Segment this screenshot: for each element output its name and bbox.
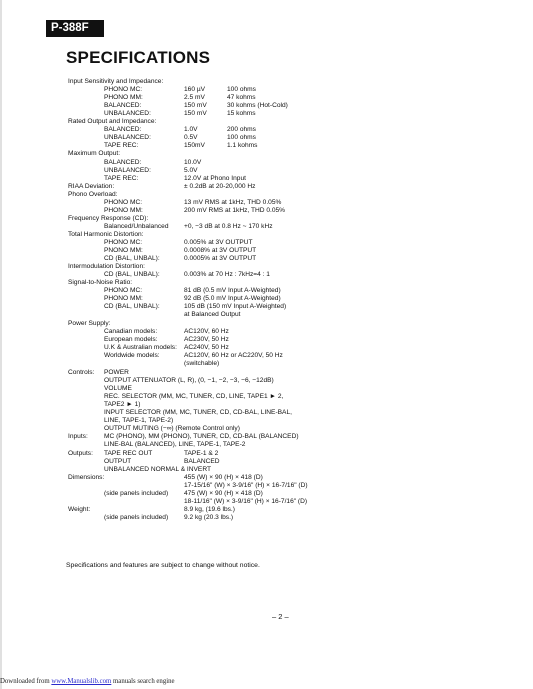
spec-c1: Input Sensitivity and Impedance: (68, 78, 164, 85)
spec-c2: AC230V, 50 Hz (184, 335, 229, 343)
spec-c1: PHONO MM: (104, 295, 143, 303)
lower-text: POWER (104, 369, 129, 376)
spec-c1: BALANCED: (104, 102, 142, 110)
spec-c1: PNONO MM: (104, 247, 143, 255)
lower-sub: (side panels included) (104, 489, 169, 497)
lower-text: UNBALANCED NORMAL & INVERT (104, 465, 211, 473)
scan-edge (0, 0, 2, 689)
spec-c2: 10.0V (184, 158, 202, 166)
spec-c1: CD (BAL, UNBAL): (104, 271, 160, 279)
spec-c1: PHONO MM: (104, 206, 143, 214)
lower-label: Weight: (68, 505, 91, 513)
page-title: SPECIFICATIONS (66, 48, 211, 67)
spec-c1: BALANCED: (104, 158, 142, 166)
spec-c2: 0.005% at 3V OUTPUT (184, 239, 253, 246)
spec-c1: BALANCED: (104, 126, 142, 134)
spec-c1: TAPE REC: (104, 174, 139, 182)
spec-c3: 30 kohms (Hot-Cold) (227, 102, 288, 110)
spec-c3: 200 ohms (227, 126, 256, 134)
disclaimer-note: Specifications and features are subject to change without notice. (66, 562, 260, 569)
spec-c1: Power Supply: (68, 319, 111, 327)
lower-label: Outputs: (68, 449, 93, 457)
lower-text: REC. SELECTOR (MM, MC, TUNER, CD, LINE, TAPE1 ► 2, (104, 393, 284, 401)
spec-c2: 150 mV (184, 102, 207, 110)
lower-text: 455 (W) × 90 (H) × 418 (D) (184, 473, 263, 481)
lower-label: Controls: (68, 369, 95, 376)
lower-sub: (side panels included) (104, 513, 169, 521)
lower-label: Dimensions: (68, 473, 105, 481)
lower-text: 18-11/16" (W) × 3-9/16" (H) × 16-7/16" (D) (184, 497, 308, 505)
lower-text: OUTPUT ATTENUATOR (L, R), (0, −1, −2, −3, −6, −12dB) (104, 377, 274, 385)
lower-text: LINE, TAPE-1, TAPE-2) (104, 417, 174, 425)
spec-c3: 100 ohms (227, 134, 256, 142)
spec-c1: CD (BAL, UNBAL): (104, 255, 160, 263)
spec-c1: RIAA Deviation: (68, 182, 115, 190)
spec-c1: CD (BAL, UNBAL): (104, 303, 160, 311)
manualslib-link[interactable]: www.Manualslib.com (51, 678, 112, 685)
spec-c2: 92 dB (5.0 mV Input A-Weighted) (184, 295, 281, 303)
spec-c2: 13 mV RMS at 1kHz, THD 0.05% (184, 198, 282, 206)
spec-c2: AC240V, 50 Hz (184, 343, 229, 351)
spec-c2: ± 0.2dB at 20-20,000 Hz (184, 182, 256, 190)
spec-c2: 5.0V (184, 166, 198, 174)
page-number: – 2 – (272, 612, 289, 621)
spec-c1: UNBALANCED: (104, 110, 151, 118)
spec-c1: U.K & Australian models: (104, 343, 177, 351)
spec-c1: Phono Overload: (68, 190, 118, 198)
spec-c1: Maximum Output: (68, 150, 121, 158)
lower-text: TAPE2 ► 1) (104, 401, 141, 409)
spec-c2: 105 dB (150 mV Input A-Weighted) (184, 303, 287, 311)
spec-c2: 150mV (184, 142, 205, 150)
lower-sub: OUTPUT (104, 457, 132, 465)
spec-c1: TAPE REC: (104, 142, 139, 150)
spec-c2: +0, −3 dB at 0.8 Hz ~ 170 kHz (184, 222, 273, 230)
spec-c2: 150 mV (184, 110, 207, 118)
spec-c2: 0.0005% at 3V OUTPUT (184, 255, 257, 263)
spec-c3: 100 ohms (227, 86, 256, 94)
lower-label: Inputs: (68, 433, 88, 441)
spec-c2: 200 mV RMS at 1kHz, THD 0.05% (184, 206, 286, 214)
lower-text: 8.9 kg, (19.6 lbs.) (184, 505, 235, 513)
spec-c2: 12.0V at Phono Input (184, 174, 246, 182)
download-footer (0, 678, 175, 685)
spec-c2: 2.5 mV (184, 94, 205, 102)
spec-c3: 1.1 kohms (227, 142, 258, 150)
spec-c2: 81 dB (0.5 mV Input A-Weighted) (184, 287, 281, 295)
spec-c1: PHONO MC: (104, 287, 143, 295)
spec-c2: 0.003% at 70 Hz : 7kHz=4 : 1 (184, 271, 270, 279)
spec-c1: Canadian models: (104, 327, 158, 335)
spec-c1: PHONO MM: (104, 94, 143, 102)
spec-c3: 47 kohms (227, 94, 256, 102)
spec-c1: Balanced/Unbalanced (104, 222, 169, 230)
lower-text: INPUT SELECTOR (MM, MC, TUNER, CD, CD-BAL, LINE-BAL, (104, 409, 292, 417)
spec-c3: 15 kohms (227, 110, 256, 118)
spec-c2: (switchable) (184, 359, 220, 367)
spec-c1: Signal-to-Noise Ratio: (68, 279, 133, 287)
spec-c1: PHONO MC: (104, 86, 143, 94)
model-badge: P-388F (46, 20, 104, 37)
spec-c2: AC120V, 60 Hz or AC220V, 50 Hz (184, 351, 283, 359)
footer-suffix: manuals search engine (111, 678, 175, 685)
spec-c2: AC120V, 60 Hz (184, 327, 229, 335)
lower-text: TAPE-1 & 2 (184, 449, 219, 457)
spec-c1: UNBALANCED: (104, 166, 151, 174)
spec-c1: PHONO MC: (104, 198, 143, 206)
lower-text: LINE-BAL (BALANCED), LINE, TAPE-1, TAPE-2 (104, 441, 246, 449)
spec-c2: at Balanced Output (184, 311, 241, 319)
lower-text: 17-15/16" (W) × 3-9/16" (H) × 16-7/16" (D) (184, 481, 308, 489)
spec-c2: 1.0V (184, 126, 198, 134)
lower-text: MC (PHONO), MM (PHONO), TUNER, CD, CD-BAL (BALANCED) (104, 433, 299, 441)
lower-text: BALANCED (184, 457, 220, 465)
spec-c1: Rated Output and Impedance: (68, 118, 157, 126)
spec-c2: 0.0008% at 3V OUTPUT (184, 247, 257, 255)
lower-text: 475 (W) × 90 (H) × 418 (D) (184, 489, 263, 497)
spec-c1: Frequency Response (CD): (68, 214, 149, 222)
spec-c1: Intermodulation Distortion: (68, 263, 145, 271)
spec-c1: UNBALANCED: (104, 134, 151, 142)
spec-c1: Worldwide models: (104, 351, 160, 359)
spec-c1: Total Harmonic Distortion: (68, 230, 144, 238)
spec-c2: 160 µV (184, 86, 206, 94)
lower-text: 9.2 kg (20.3 lbs.) (184, 513, 234, 521)
spec-c1: European models: (104, 335, 158, 343)
spec-c2: 0.5V (184, 134, 198, 142)
lower-sub: TAPE REC OUT (104, 449, 153, 457)
lower-text: OUTPUT MUTING (−∞) (Remote Control only) (104, 425, 240, 433)
lower-text: VOLUME (104, 385, 132, 393)
spec-c1: PHONO MC: (104, 239, 143, 246)
footer-prefix: Downloaded from (0, 678, 52, 685)
